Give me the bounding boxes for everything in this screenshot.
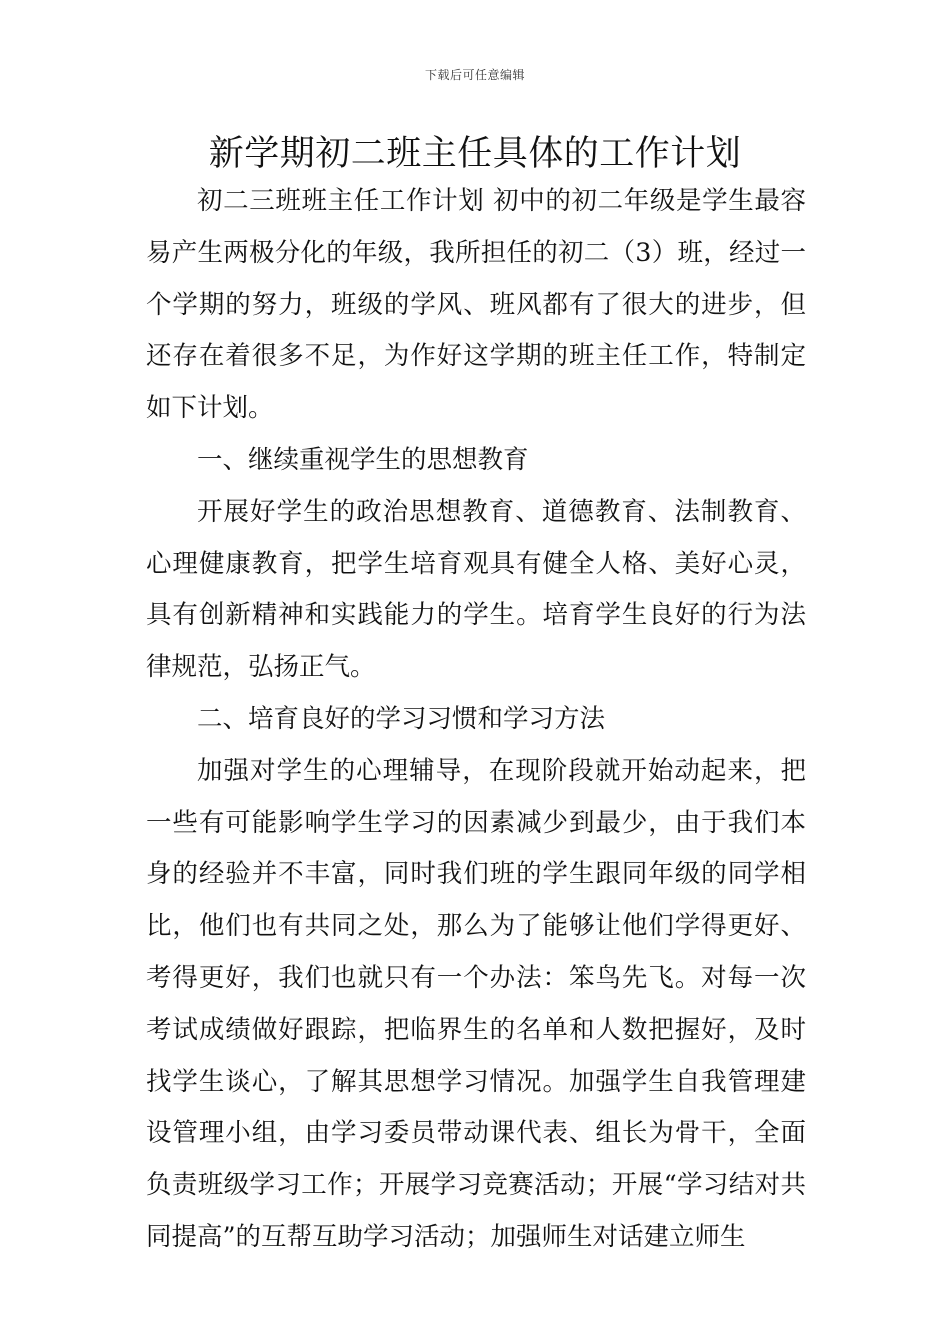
section-heading-2: 二、培育良好的学习习惯和学习方法 xyxy=(197,703,606,734)
document-title: 新学期初二班主任具体的工作计划 xyxy=(208,134,742,174)
paragraph-section-2: 加强对学生的心理辅导，在现阶段就开始动起来，把一些有可能影响学生学习的因素减少到最少，由于我们本身的经验并不丰富，同时我们班的学生跟同年级的同学相比，他们也有共同之处，那么为了能够让他们学得更好、考得更好，我们也就只有一个办法：笨鸟先飞。对每一次考试成绩做好跟踪，把临界生的名单和人数把握好，及时找学生谈心，了解其思想学习情况。加强学生自我管理建设管理小组，由学习委员带动课代表、组长为骨干，全面负责班级学习工作；开展学习竞赛活动；开展“学习结对共同提高”的互帮互助学习活动；加强师生对话建立师生 xyxy=(146,755,806,1252)
document-body xyxy=(146,176,806,1264)
paragraph-section-1: 开展好学生的政治思想教育、道德教育、法制教育、心理健康教育，把学生培育观具有健全人格、美好心灵，具有创新精神和实践能力的学生。培育学生良好的行为法律规范，弘扬正气。 xyxy=(146,496,806,683)
section-heading-1: 一、继续重视学生的思想教育 xyxy=(197,444,529,475)
paragraph-intro: 初二三班班主任工作计划 初中的初二年级是学生最容易产生两极分化的年级，我所担任的初二（3）班，经过一个学期的努力，班级的学风、班风都有了很大的进步，但还存在着很多不足，为作好这学期的班主任工作，特制定如下计划。 xyxy=(146,186,806,424)
header-note: 下载后可任意编辑 xyxy=(424,68,525,82)
